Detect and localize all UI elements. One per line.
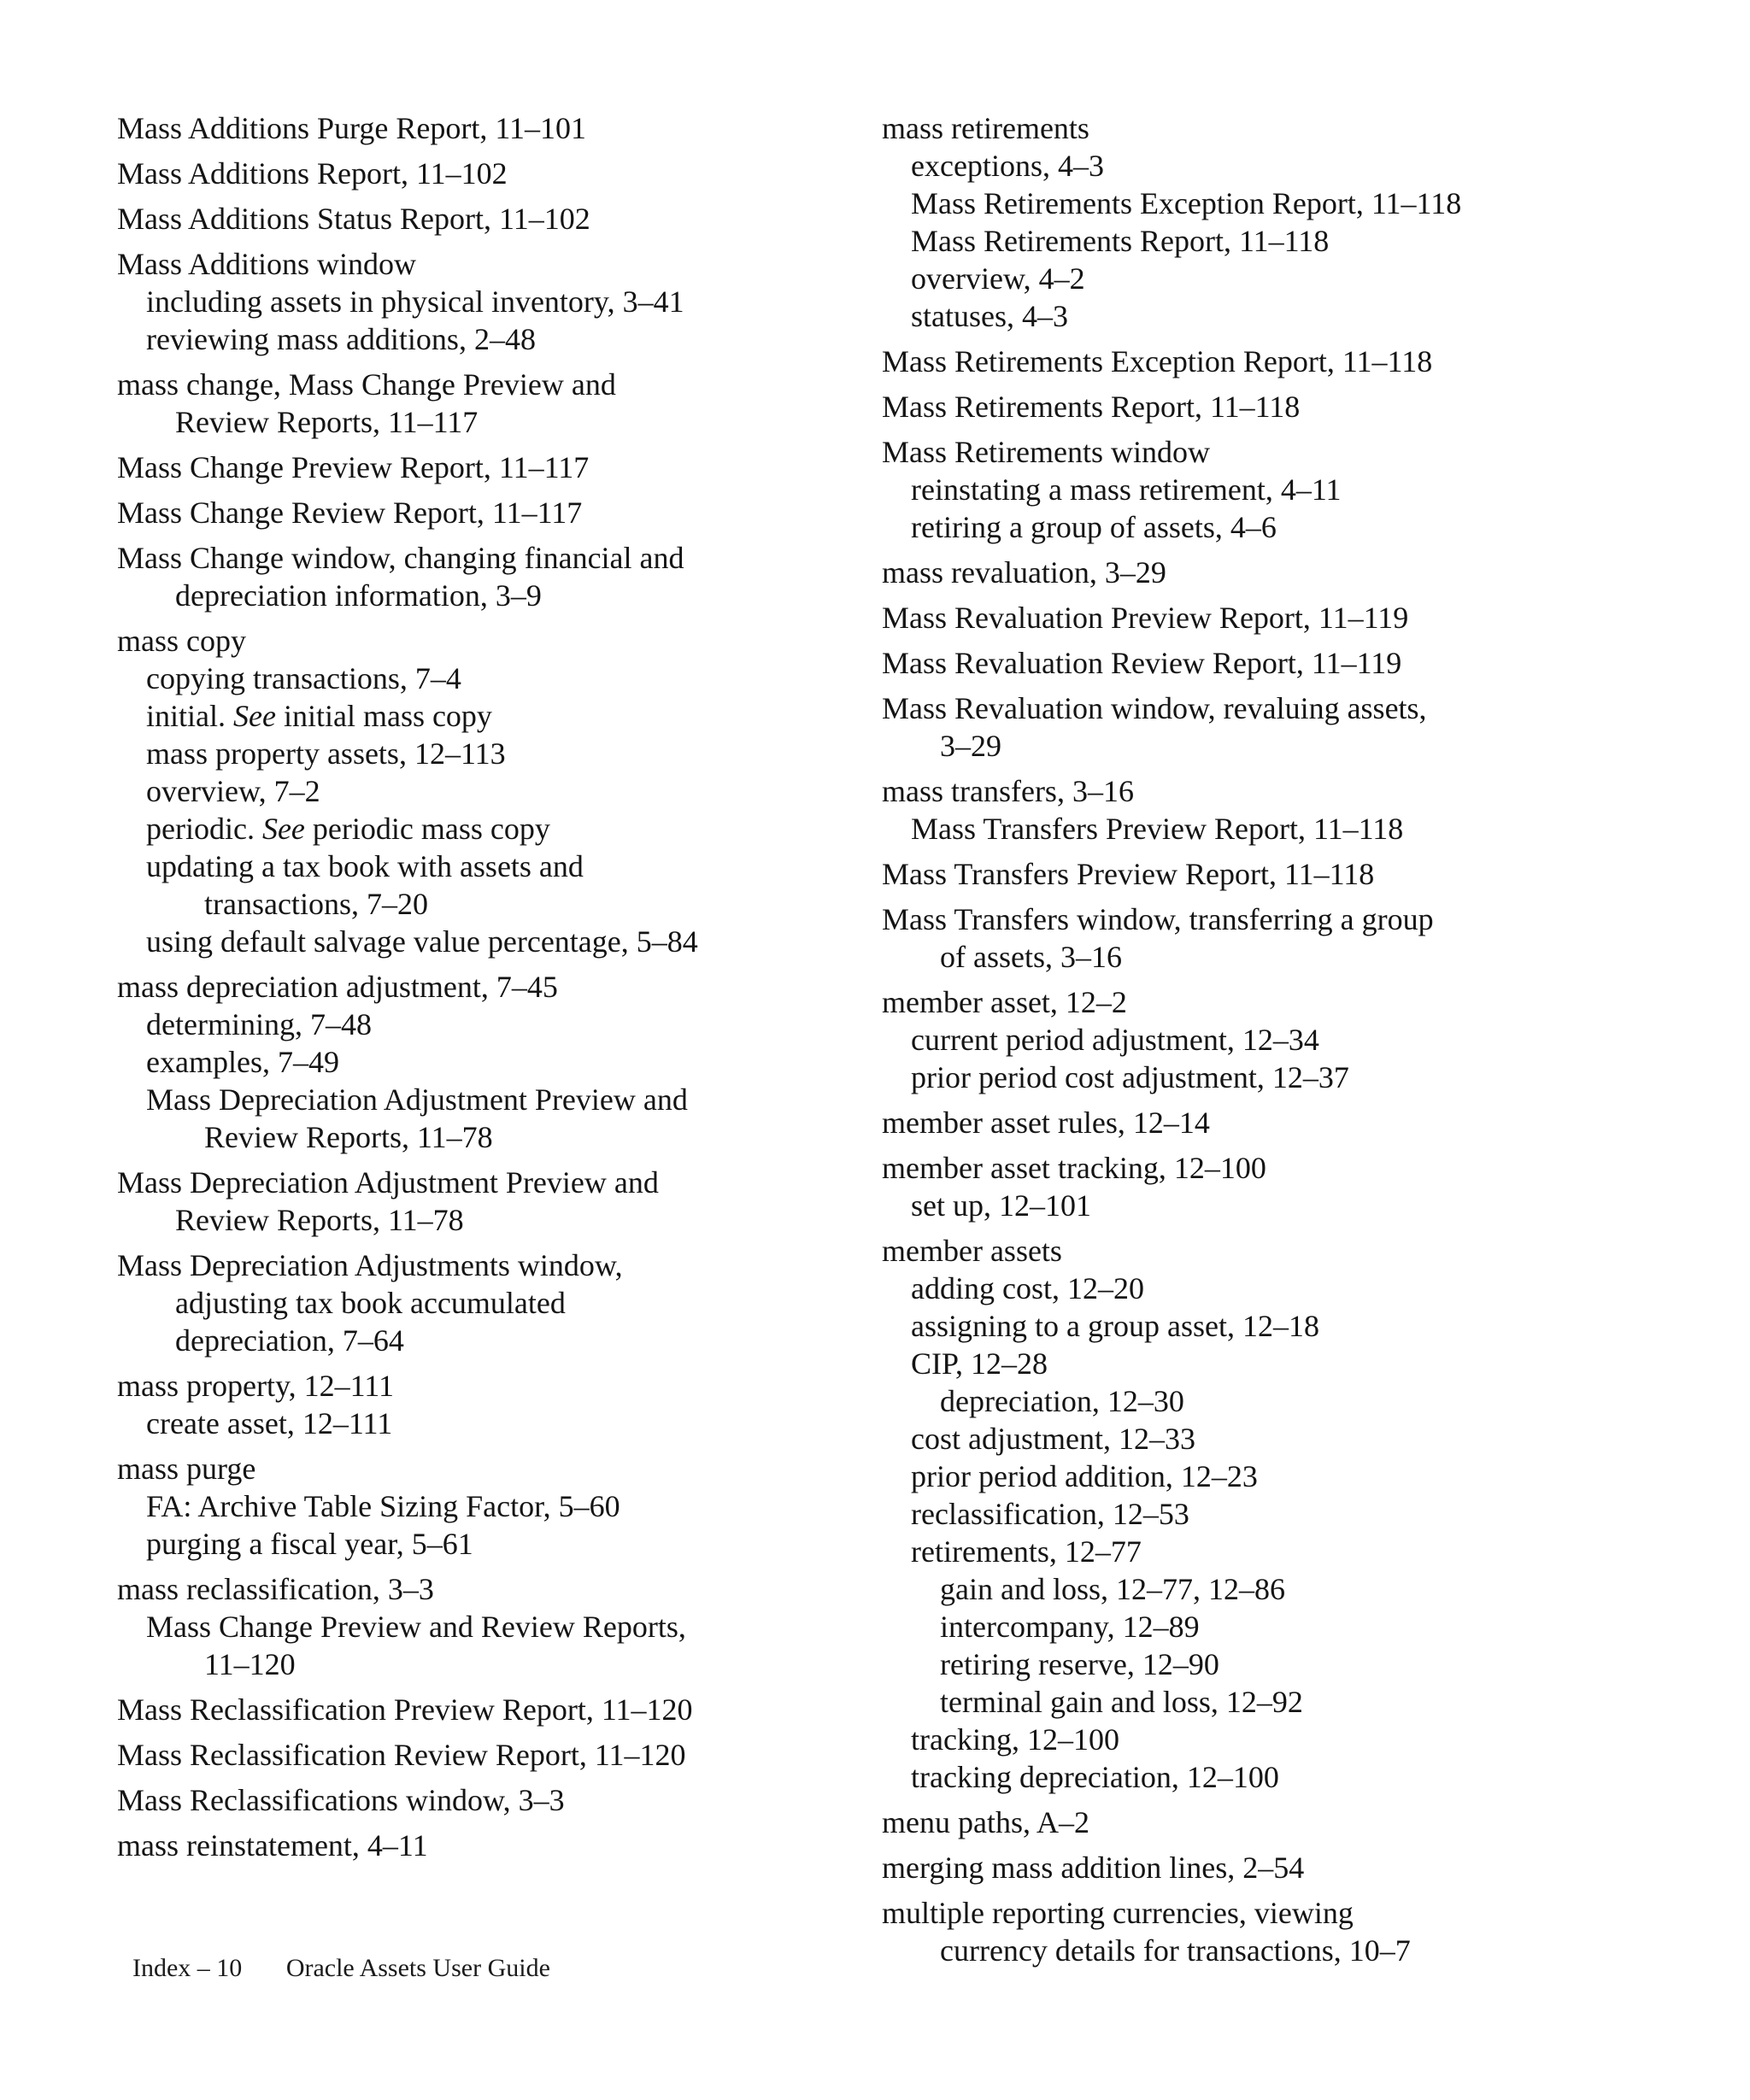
index-entry-text — [882, 855, 1651, 893]
index-entry-continuation: of assets, 3–16 — [940, 940, 1122, 974]
index-term: initial. — [146, 699, 226, 733]
index-entry — [117, 1736, 801, 1774]
index-entry — [117, 697, 801, 735]
index-term: using default salvage value percentage, 5–84 — [146, 924, 698, 959]
index-entry — [117, 155, 801, 192]
index-entry-text — [117, 1827, 801, 1864]
index-entry-text — [882, 343, 1651, 380]
index-entry-text — [882, 1232, 1651, 1270]
index-entry-text — [940, 1382, 1651, 1420]
index-entry-text — [117, 449, 801, 486]
index-term: prior period addition, 12–23 — [911, 1459, 1258, 1493]
index-entry-continuation: depreciation, 7–64 — [175, 1323, 404, 1358]
index-entry-text — [146, 1487, 801, 1525]
index-term: mass retirements — [882, 111, 1089, 145]
index-term: merging mass addition lines, 2–54 — [882, 1851, 1305, 1885]
footer-page-label: Index – 10 — [132, 1954, 243, 1982]
index-term: tracking depreciation, 12–100 — [911, 1760, 1279, 1794]
index-entry — [882, 1533, 1651, 1570]
index-entry — [882, 1683, 1651, 1721]
index-entry — [117, 1450, 801, 1487]
index-entry — [882, 433, 1651, 471]
index-entry — [117, 848, 801, 923]
see-target: initial mass copy — [283, 699, 492, 733]
index-entry — [882, 147, 1651, 185]
index-entry — [117, 245, 801, 283]
index-term: cost adjustment, 12–33 — [911, 1422, 1195, 1456]
index-entry — [117, 1781, 801, 1819]
index-entry — [117, 810, 801, 848]
index-entry — [117, 1006, 801, 1043]
index-term: copying transactions, 7–4 — [146, 661, 461, 695]
index-entry-text — [882, 1149, 1651, 1187]
index-entry — [882, 1307, 1651, 1345]
index-term: Mass Revaluation Preview Report, 11–119 — [882, 601, 1409, 635]
index-entry — [882, 222, 1651, 260]
index-entry-text — [911, 185, 1651, 222]
index-entry — [117, 200, 801, 238]
index-entry-text — [911, 1270, 1651, 1307]
index-term: Mass Transfers Preview Report, 11–118 — [911, 812, 1404, 846]
index-entry-text — [882, 1104, 1651, 1141]
index-entry-continuation: adjusting tax book accumulated — [175, 1286, 566, 1320]
index-term: Mass Additions Report, 11–102 — [117, 156, 508, 191]
index-term: mass depreciation adjustment, 7–45 — [117, 970, 558, 1004]
index-entry-continuation: 11–120 — [204, 1647, 296, 1681]
index-entry-text — [911, 297, 1651, 335]
index-entry — [117, 1247, 801, 1359]
index-entry-text — [117, 245, 801, 283]
index-term: Mass Retirements Exception Report, 11–118 — [911, 186, 1462, 220]
index-term: create asset, 12–111 — [146, 1406, 393, 1440]
index-entry-text — [882, 772, 1651, 810]
index-term: Mass Transfers window, transferring a group — [882, 902, 1434, 936]
index-entry — [882, 1849, 1651, 1886]
index-term: mass purge — [117, 1452, 256, 1486]
index-entry-text — [911, 810, 1651, 848]
index-entry — [117, 923, 801, 960]
index-entry-text — [911, 1307, 1651, 1345]
index-entry-text — [117, 109, 801, 147]
index-term: mass property, 12–111 — [117, 1369, 394, 1403]
index-entry-text — [911, 1495, 1651, 1533]
index-entry-text — [117, 155, 801, 192]
index-entry — [882, 260, 1651, 297]
index-term: Mass Retirements Exception Report, 11–118 — [882, 344, 1433, 378]
index-entry-continuation: transactions, 7–20 — [204, 887, 428, 921]
index-term: reviewing mass additions, 2–48 — [146, 322, 536, 356]
index-term: Mass Additions Status Report, 11–102 — [117, 202, 590, 236]
index-entry-text — [146, 1081, 801, 1118]
index-entry — [882, 1382, 1651, 1420]
index-entry-text — [911, 1021, 1651, 1059]
index-term: mass property assets, 12–113 — [146, 736, 506, 771]
index-entry — [882, 1187, 1651, 1224]
index-entry — [117, 1608, 801, 1683]
index-term: CIP, 12–28 — [911, 1346, 1048, 1381]
index-entry-text — [117, 494, 801, 531]
index-entry-text — [117, 1247, 801, 1284]
index-entry — [117, 1043, 801, 1081]
index-entry — [117, 320, 801, 358]
index-term: overview, 7–2 — [146, 774, 320, 808]
index-term: set up, 12–101 — [911, 1188, 1091, 1223]
index-entry — [117, 109, 801, 147]
index-term: mass reclassification, 3–3 — [117, 1572, 434, 1606]
index-entry — [882, 508, 1651, 546]
index-term: Mass Retirements Report, 11–118 — [882, 390, 1301, 424]
index-entry-continuation: currency details for transactions, 10–7 — [940, 1933, 1411, 1968]
index-term: Mass Depreciation Adjustment Preview and — [117, 1165, 659, 1200]
index-entry-text — [146, 320, 801, 358]
index-entry — [882, 554, 1651, 591]
index-term: tracking, 12–100 — [911, 1722, 1119, 1757]
see-reference: See — [233, 699, 276, 733]
index-entry-text — [117, 1570, 801, 1608]
index-term: updating a tax book with assets and — [146, 849, 584, 883]
index-entry-continuation: Review Reports, 11–78 — [204, 1120, 493, 1154]
index-entry — [117, 660, 801, 697]
index-entry — [882, 388, 1651, 425]
index-entry-continuation: 3–29 — [940, 729, 1001, 763]
index-entry-text — [940, 1570, 1651, 1608]
index-entry — [882, 1645, 1651, 1683]
index-entry-text — [146, 810, 801, 848]
index-entry — [117, 1081, 801, 1156]
index-entry — [882, 1458, 1651, 1495]
index-entry-text — [911, 1187, 1651, 1224]
index-term: Mass Transfers Preview Report, 11–118 — [882, 857, 1375, 891]
index-entry — [117, 622, 801, 660]
index-entry — [882, 900, 1651, 976]
index-entry — [882, 1345, 1651, 1382]
index-term: periodic. — [146, 812, 255, 846]
index-entry-text — [882, 388, 1651, 425]
index-entry — [882, 810, 1651, 848]
index-term: gain and loss, 12–77, 12–86 — [940, 1572, 1285, 1606]
index-entry — [117, 1164, 801, 1239]
index-term: reclassification, 12–53 — [911, 1497, 1189, 1531]
index-entry-text — [911, 1533, 1651, 1570]
index-column-right — [882, 109, 1651, 1969]
index-term: Mass Reclassification Review Report, 11–120 — [117, 1738, 686, 1772]
index-entry-text — [146, 772, 801, 810]
index-term: member asset rules, 12–14 — [882, 1106, 1210, 1140]
see-reference: See — [261, 812, 305, 846]
index-entry — [882, 1232, 1651, 1270]
index-entry-text — [911, 147, 1651, 185]
index-entry — [882, 1021, 1651, 1059]
index-term: Mass Reclassification Preview Report, 11–120 — [117, 1692, 693, 1727]
index-entry — [117, 1405, 801, 1442]
index-term: current period adjustment, 12–34 — [911, 1023, 1319, 1057]
index-entry — [882, 1608, 1651, 1645]
index-entry — [117, 366, 801, 441]
index-term: member asset tracking, 12–100 — [882, 1151, 1266, 1185]
index-entry-text — [146, 1006, 801, 1043]
index-entry-text — [117, 366, 801, 403]
index-entry-text — [146, 283, 801, 320]
index-term: Mass Revaluation window, revaluing assets, — [882, 691, 1427, 725]
see-target: periodic mass copy — [312, 812, 550, 846]
index-entry — [882, 983, 1651, 1021]
index-entry-text — [117, 1691, 801, 1728]
index-entry-text — [940, 1683, 1651, 1721]
index-entry-text — [911, 1059, 1651, 1096]
index-entry-text — [882, 433, 1651, 471]
footer-book-title: Oracle Assets User Guide — [285, 1954, 550, 1982]
index-term: mass copy — [117, 624, 246, 658]
index-term: Mass Change window, changing financial and — [117, 541, 684, 575]
index-entry — [882, 1894, 1651, 1969]
index-entry-text — [940, 1645, 1651, 1683]
index-entry — [882, 297, 1651, 335]
index-term: Mass Retirements window — [882, 435, 1210, 469]
index-term: member asset, 12–2 — [882, 985, 1127, 1019]
index-term: adding cost, 12–20 — [911, 1271, 1144, 1305]
index-entry-text — [911, 222, 1651, 260]
index-entry-text — [882, 983, 1651, 1021]
index-term: Mass Additions Purge Report, 11–101 — [117, 111, 587, 145]
index-term: Mass Change Review Report, 11–117 — [117, 496, 583, 530]
index-entry-text — [146, 1405, 801, 1442]
index-entry — [882, 1149, 1651, 1187]
index-entry-text — [146, 660, 801, 697]
index-entry — [117, 1827, 801, 1864]
index-entry-text — [911, 1420, 1651, 1458]
index-entry — [117, 283, 801, 320]
index-entry-text — [882, 1894, 1651, 1932]
index-entry — [882, 855, 1651, 893]
index-entry-text — [911, 1458, 1651, 1495]
index-entry — [882, 1059, 1651, 1096]
index-term: reinstating a mass retirement, 4–11 — [911, 472, 1342, 507]
index-entry-text — [911, 508, 1651, 546]
index-entry — [882, 185, 1651, 222]
index-entry-text — [882, 900, 1651, 938]
index-entry-text — [146, 697, 801, 735]
index-term: menu paths, A–2 — [882, 1805, 1089, 1839]
index-entry-text — [911, 260, 1651, 297]
index-entry-text — [911, 471, 1651, 508]
index-entry-text — [146, 848, 801, 885]
index-entry — [882, 1270, 1651, 1307]
index-term: prior period cost adjustment, 12–37 — [911, 1060, 1349, 1094]
index-term: Mass Change Preview and Review Reports, — [146, 1610, 686, 1644]
index-entry — [882, 1104, 1651, 1141]
index-entry — [882, 1495, 1651, 1533]
index-entry-text — [117, 1367, 801, 1405]
index-term: mass transfers, 3–16 — [882, 774, 1134, 808]
index-term: purging a fiscal year, 5–61 — [146, 1527, 473, 1561]
index-entry-text — [911, 1345, 1651, 1382]
index-entry-continuation: depreciation information, 3–9 — [175, 578, 542, 613]
index-term: mass change, Mass Change Preview and — [117, 367, 616, 402]
index-entry — [117, 1691, 801, 1728]
index-term: determining, 7–48 — [146, 1007, 372, 1041]
index-entry — [882, 1758, 1651, 1796]
index-entry-text — [117, 1781, 801, 1819]
index-term: multiple reporting currencies, viewing — [882, 1896, 1354, 1930]
index-term: terminal gain and loss, 12–92 — [940, 1685, 1303, 1719]
index-entry — [882, 1420, 1651, 1458]
index-term: retiring a group of assets, 4–6 — [911, 510, 1277, 544]
index-term: assigning to a group asset, 12–18 — [911, 1309, 1319, 1343]
index-entry-text — [117, 968, 801, 1006]
index-term: mass reinstatement, 4–11 — [117, 1828, 428, 1862]
index-entry-text — [882, 644, 1651, 682]
index-entry — [117, 1367, 801, 1405]
index-entry — [117, 735, 801, 772]
index-term: Mass Depreciation Adjustment Preview and — [146, 1082, 688, 1117]
index-entry-text — [117, 1450, 801, 1487]
index-term: retiring reserve, 12–90 — [940, 1647, 1219, 1681]
index-entry-text — [882, 1849, 1651, 1886]
index-entry — [117, 1570, 801, 1608]
index-entry-text — [911, 1721, 1651, 1758]
page-footer — [132, 1954, 550, 1983]
index-term: mass revaluation, 3–29 — [882, 555, 1166, 590]
index-entry — [117, 1487, 801, 1525]
index-entry — [882, 109, 1651, 147]
index-entry-text — [146, 735, 801, 772]
index-entry — [882, 471, 1651, 508]
index-entry-text — [117, 200, 801, 238]
index-entry — [882, 1804, 1651, 1841]
index-entry-continuation: Review Reports, 11–117 — [175, 405, 479, 439]
index-entry-text — [117, 622, 801, 660]
index-entry-text — [882, 554, 1651, 591]
index-entry — [882, 644, 1651, 682]
index-entry-text — [882, 1804, 1651, 1841]
index-term: retirements, 12–77 — [911, 1534, 1142, 1569]
index-term: Mass Depreciation Adjustments window, — [117, 1248, 623, 1282]
index-entry — [117, 539, 801, 614]
index-term: intercompany, 12–89 — [940, 1610, 1200, 1644]
index-entry-text — [146, 1525, 801, 1563]
index-entry — [117, 968, 801, 1006]
index-term: Mass Additions window — [117, 247, 417, 281]
index-entry-text — [146, 1608, 801, 1645]
index-entry-text — [911, 1758, 1651, 1796]
index-entry-text — [117, 1736, 801, 1774]
index-entry — [882, 1721, 1651, 1758]
index-term: exceptions, 4–3 — [911, 149, 1104, 183]
index-entry — [882, 772, 1651, 810]
index-term: FA: Archive Table Sizing Factor, 5–60 — [146, 1489, 620, 1523]
index-entry — [882, 689, 1651, 765]
index-entry — [117, 494, 801, 531]
index-term: overview, 4–2 — [911, 261, 1085, 296]
index-entry-text — [882, 599, 1651, 636]
index-entry — [882, 599, 1651, 636]
index-term: examples, 7–49 — [146, 1045, 339, 1079]
index-entry-continuation: Review Reports, 11–78 — [175, 1203, 464, 1237]
index-entry-text — [117, 1164, 801, 1201]
index-entry-text — [882, 109, 1651, 147]
index-entry-text — [146, 1043, 801, 1081]
index-entry-text — [940, 1608, 1651, 1645]
index-term: Mass Reclassifications window, 3–3 — [117, 1783, 565, 1817]
index-term: member assets — [882, 1234, 1062, 1268]
index-entry — [882, 1570, 1651, 1608]
index-term: including assets in physical inventory, 3–41 — [146, 284, 684, 319]
index-entry — [117, 449, 801, 486]
index-term: depreciation, 12–30 — [940, 1384, 1184, 1418]
index-term: Mass Retirements Report, 11–118 — [911, 224, 1330, 258]
index-entry-text — [882, 689, 1651, 727]
index-column-left — [117, 109, 801, 1864]
index-term: statuses, 4–3 — [911, 299, 1068, 333]
index-entry — [117, 772, 801, 810]
index-entry — [882, 343, 1651, 380]
index-term: Mass Revaluation Review Report, 11–119 — [882, 646, 1402, 680]
index-entry — [117, 1525, 801, 1563]
index-entry-text — [146, 923, 801, 960]
index-entry-text — [117, 539, 801, 577]
index-term: Mass Change Preview Report, 11–117 — [117, 450, 590, 484]
